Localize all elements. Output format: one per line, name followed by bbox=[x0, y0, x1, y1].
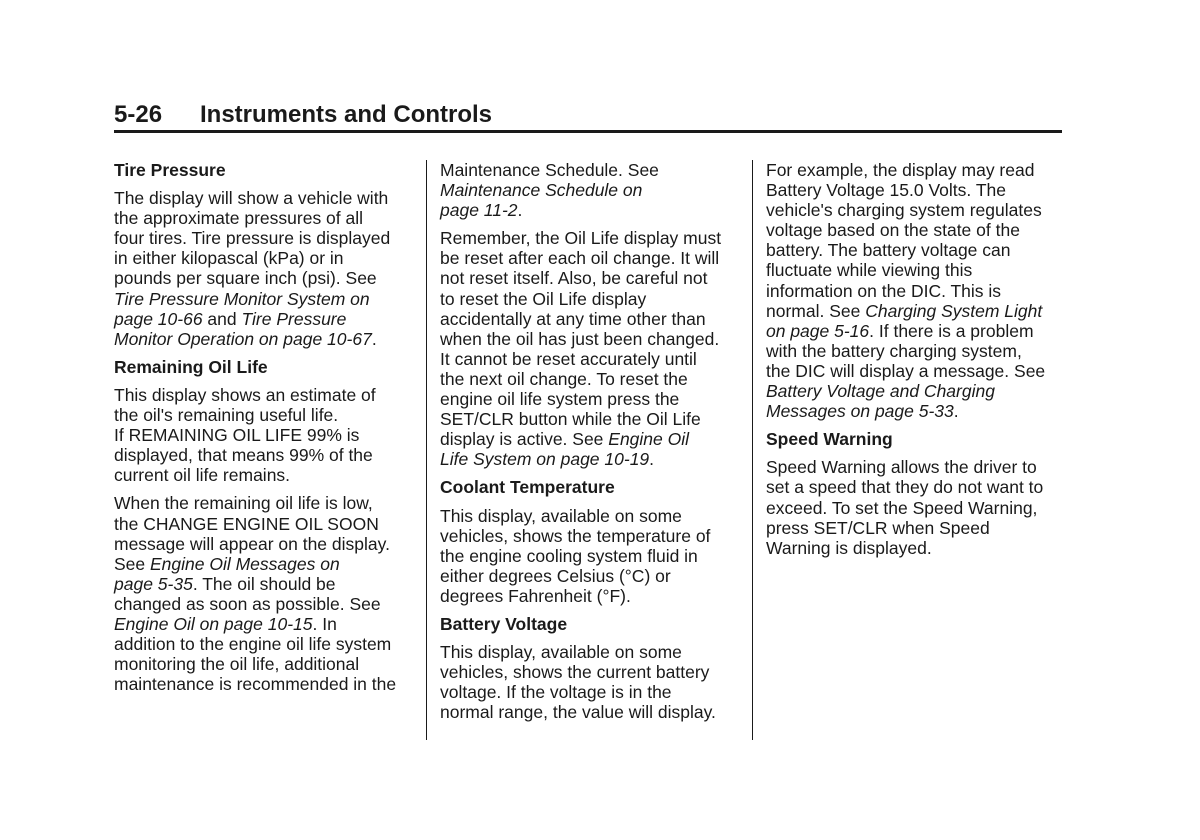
speed-warning-heading: Speed Warning bbox=[766, 429, 893, 450]
body-text: set a speed that they do not want to bbox=[766, 477, 1044, 498]
body-text: press SET/CLR when Speed bbox=[766, 517, 990, 538]
text-line bbox=[440, 228, 742, 248]
tire-pressure-paragraph bbox=[114, 188, 416, 349]
body-text: either degrees Celsius (°C) or bbox=[440, 565, 671, 586]
text-line bbox=[440, 329, 742, 349]
text-line bbox=[114, 554, 416, 574]
text-line bbox=[114, 534, 416, 554]
body-text: For example, the display may read bbox=[766, 160, 1035, 180]
text-line bbox=[766, 180, 1068, 200]
cross-reference-text: Tire Pressure Monitor System on bbox=[114, 288, 370, 309]
text-line bbox=[766, 457, 1068, 477]
body-text: . bbox=[649, 449, 655, 470]
text-line bbox=[114, 634, 416, 654]
body-text: the next oil change. To reset the bbox=[440, 368, 688, 389]
text-line bbox=[440, 180, 742, 200]
body-text: When the remaining oil life is low, bbox=[114, 493, 373, 514]
cross-reference-text: Charging System Light bbox=[865, 300, 1043, 321]
body-text: vehicle's charging system regulates bbox=[766, 200, 1042, 221]
body-text: voltage. If the voltage is in the bbox=[440, 682, 672, 703]
body-text: normal. See bbox=[766, 300, 866, 321]
body-text: vehicles, shows the temperature of bbox=[440, 525, 711, 546]
cross-reference-text: page 11-2 bbox=[440, 200, 518, 221]
text-line bbox=[766, 341, 1068, 361]
body-text: vehicles, shows the current battery bbox=[440, 662, 710, 683]
body-text: voltage based on the state of the bbox=[766, 220, 1020, 241]
coolant-paragraph bbox=[440, 506, 742, 606]
maintenance-paragraph bbox=[440, 160, 742, 220]
body-text: Speed Warning allows the driver to bbox=[766, 457, 1037, 478]
text-line bbox=[440, 702, 742, 722]
text-line bbox=[766, 401, 1068, 421]
page-header bbox=[114, 100, 1062, 133]
body-text: the DIC will display a message. See bbox=[766, 360, 1046, 381]
battery-voltage-heading: Battery Voltage bbox=[440, 613, 568, 634]
text-line bbox=[440, 248, 742, 268]
cross-reference-text: Engine Oil bbox=[608, 429, 690, 450]
text-line bbox=[766, 361, 1068, 381]
text-line bbox=[440, 289, 742, 309]
text-line bbox=[440, 409, 742, 429]
text-line bbox=[114, 574, 416, 594]
text-line bbox=[766, 260, 1068, 280]
body-text: battery. The battery voltage can bbox=[766, 240, 1011, 261]
oil-life-paragraph bbox=[114, 385, 416, 485]
body-text: The display will show a vehicle with bbox=[114, 188, 389, 209]
body-text: normal range, the value will display. bbox=[440, 702, 716, 723]
oil-reset-paragraph bbox=[440, 228, 742, 469]
body-text: This display shows an estimate of bbox=[114, 384, 376, 405]
text-line bbox=[440, 309, 742, 329]
body-text: changed as soon as possible. See bbox=[114, 593, 381, 614]
text-line bbox=[114, 309, 416, 329]
text-line bbox=[440, 369, 742, 389]
body-text: It cannot be reset accurately until bbox=[440, 348, 697, 369]
section-title: Instruments and Controls bbox=[200, 101, 493, 128]
body-text: Battery Voltage 15.0 Volts. The bbox=[766, 180, 1006, 201]
text-line bbox=[766, 301, 1068, 321]
text-line bbox=[114, 445, 416, 465]
body-text: not reset itself. Also, be careful not bbox=[440, 268, 708, 289]
text-line bbox=[114, 329, 416, 349]
text-line bbox=[440, 526, 742, 546]
text-line bbox=[114, 289, 416, 309]
text-line bbox=[766, 160, 1068, 180]
body-text: display is active. See bbox=[440, 429, 609, 450]
text-line bbox=[114, 514, 416, 534]
body-text: the engine cooling system fluid in bbox=[440, 545, 698, 566]
page-number: 5-26 bbox=[114, 101, 163, 128]
text-line bbox=[766, 321, 1068, 341]
cross-reference-text: Life System on page 10-19 bbox=[440, 449, 650, 470]
body-text: maintenance is recommended in the bbox=[114, 674, 397, 695]
text-line bbox=[440, 200, 742, 220]
cross-reference-text: Battery Voltage and Charging bbox=[766, 381, 995, 402]
text-line bbox=[114, 405, 416, 425]
text-line bbox=[114, 614, 416, 634]
body-text: pounds per square inch (psi). See bbox=[114, 268, 377, 289]
body-text: monitoring the oil life, additional bbox=[114, 654, 360, 675]
column-divider bbox=[752, 160, 753, 740]
text-line bbox=[114, 674, 416, 694]
body-text: the approximate pressures of all bbox=[114, 208, 364, 229]
text-line bbox=[440, 268, 742, 288]
text-line bbox=[766, 281, 1068, 301]
column-left bbox=[114, 160, 416, 702]
body-text: If REMAINING OIL LIFE 99% is bbox=[114, 425, 360, 446]
cross-reference-text: Engine Oil Messages on bbox=[150, 553, 340, 574]
body-text: fluctuate while viewing this bbox=[766, 260, 973, 281]
text-line bbox=[440, 546, 742, 566]
cross-reference-text: Maintenance Schedule on bbox=[440, 180, 643, 201]
body-text: to reset the Oil Life display bbox=[440, 288, 647, 309]
body-text: Warning is displayed. bbox=[766, 537, 932, 558]
text-line bbox=[440, 160, 742, 180]
cross-reference-text: page 10-66 bbox=[114, 308, 203, 329]
text-line bbox=[114, 268, 416, 288]
text-line bbox=[766, 498, 1068, 518]
text-line bbox=[766, 381, 1068, 401]
body-text: . If there is a problem bbox=[869, 320, 1034, 341]
body-text: engine oil life system press the bbox=[440, 389, 680, 410]
text-line bbox=[766, 220, 1068, 240]
body-text: . bbox=[371, 328, 377, 349]
body-text: degrees Fahrenheit (°F). bbox=[440, 585, 631, 606]
text-line bbox=[114, 188, 416, 208]
body-text: addition to the engine oil life system bbox=[114, 634, 392, 655]
text-line bbox=[440, 449, 742, 469]
body-text: See bbox=[114, 553, 150, 574]
body-text: . bbox=[953, 401, 959, 422]
text-line bbox=[114, 208, 416, 228]
text-line bbox=[114, 248, 416, 268]
coolant-temperature-heading: Coolant Temperature bbox=[440, 477, 615, 498]
oil-life-low-paragraph bbox=[114, 493, 416, 694]
body-text: Maintenance Schedule. See bbox=[440, 160, 659, 180]
battery-paragraph bbox=[440, 642, 742, 722]
text-line bbox=[440, 682, 742, 702]
body-text: message will appear on the display. bbox=[114, 533, 390, 554]
cross-reference-text: Messages on page 5-33 bbox=[766, 401, 954, 422]
body-text: This display, available on some bbox=[440, 505, 682, 526]
text-line bbox=[114, 385, 416, 405]
body-text: exceed. To set the Speed Warning, bbox=[766, 497, 1038, 518]
text-line bbox=[440, 389, 742, 409]
text-line bbox=[114, 654, 416, 674]
body-text: SET/CLR button while the Oil Life bbox=[440, 409, 701, 430]
text-line bbox=[114, 594, 416, 614]
body-text: when the oil has just been changed. bbox=[440, 328, 720, 349]
column-right bbox=[766, 160, 1068, 566]
body-text: and bbox=[202, 308, 242, 329]
body-text: in either kilopascal (kPa) or in bbox=[114, 248, 344, 269]
body-text: the CHANGE ENGINE OIL SOON bbox=[114, 513, 379, 534]
cross-reference-text: Monitor Operation on page 10-67 bbox=[114, 328, 372, 349]
text-line bbox=[766, 538, 1068, 558]
body-text: This display, available on some bbox=[440, 642, 682, 663]
body-text: . bbox=[517, 200, 523, 221]
tire-pressure-heading: Tire Pressure bbox=[114, 160, 226, 180]
text-line bbox=[440, 586, 742, 606]
body-text: with the battery charging system, bbox=[766, 340, 1022, 361]
battery-example-paragraph bbox=[766, 160, 1068, 421]
speed-warning-paragraph bbox=[766, 457, 1068, 557]
body-text: the oil's remaining useful life. bbox=[114, 405, 339, 426]
text-line bbox=[114, 228, 416, 248]
text-line bbox=[114, 465, 416, 485]
text-line bbox=[440, 566, 742, 586]
text-line bbox=[766, 477, 1068, 497]
column-middle bbox=[440, 160, 742, 730]
cross-reference-text: page 5-35 bbox=[114, 573, 193, 594]
remaining-oil-life-heading: Remaining Oil Life bbox=[114, 356, 268, 377]
column-divider bbox=[426, 160, 427, 740]
body-text: four tires. Tire pressure is displayed bbox=[114, 228, 391, 249]
body-text: . The oil should be bbox=[192, 573, 336, 594]
body-text: Remember, the Oil Life display must bbox=[440, 228, 722, 249]
body-text: information on the DIC. This is bbox=[766, 280, 1002, 301]
cross-reference-text: Tire Pressure bbox=[241, 308, 347, 329]
text-line bbox=[440, 642, 742, 662]
text-line bbox=[114, 425, 416, 445]
body-text: current oil life remains. bbox=[114, 465, 291, 486]
body-text: displayed, that means 99% of the bbox=[114, 445, 373, 466]
text-line bbox=[440, 349, 742, 369]
text-line bbox=[766, 518, 1068, 538]
body-text: . In bbox=[312, 613, 337, 634]
text-line bbox=[440, 506, 742, 526]
text-line bbox=[440, 429, 742, 449]
body-text: be reset after each oil change. It will bbox=[440, 248, 720, 269]
text-line bbox=[440, 662, 742, 682]
text-line bbox=[114, 493, 416, 513]
text-line bbox=[766, 240, 1068, 260]
text-line bbox=[766, 200, 1068, 220]
body-text: accidentally at any time other than bbox=[440, 308, 706, 329]
cross-reference-text: Engine Oil on page 10-15 bbox=[114, 613, 313, 634]
cross-reference-text: on page 5-16 bbox=[766, 320, 870, 341]
